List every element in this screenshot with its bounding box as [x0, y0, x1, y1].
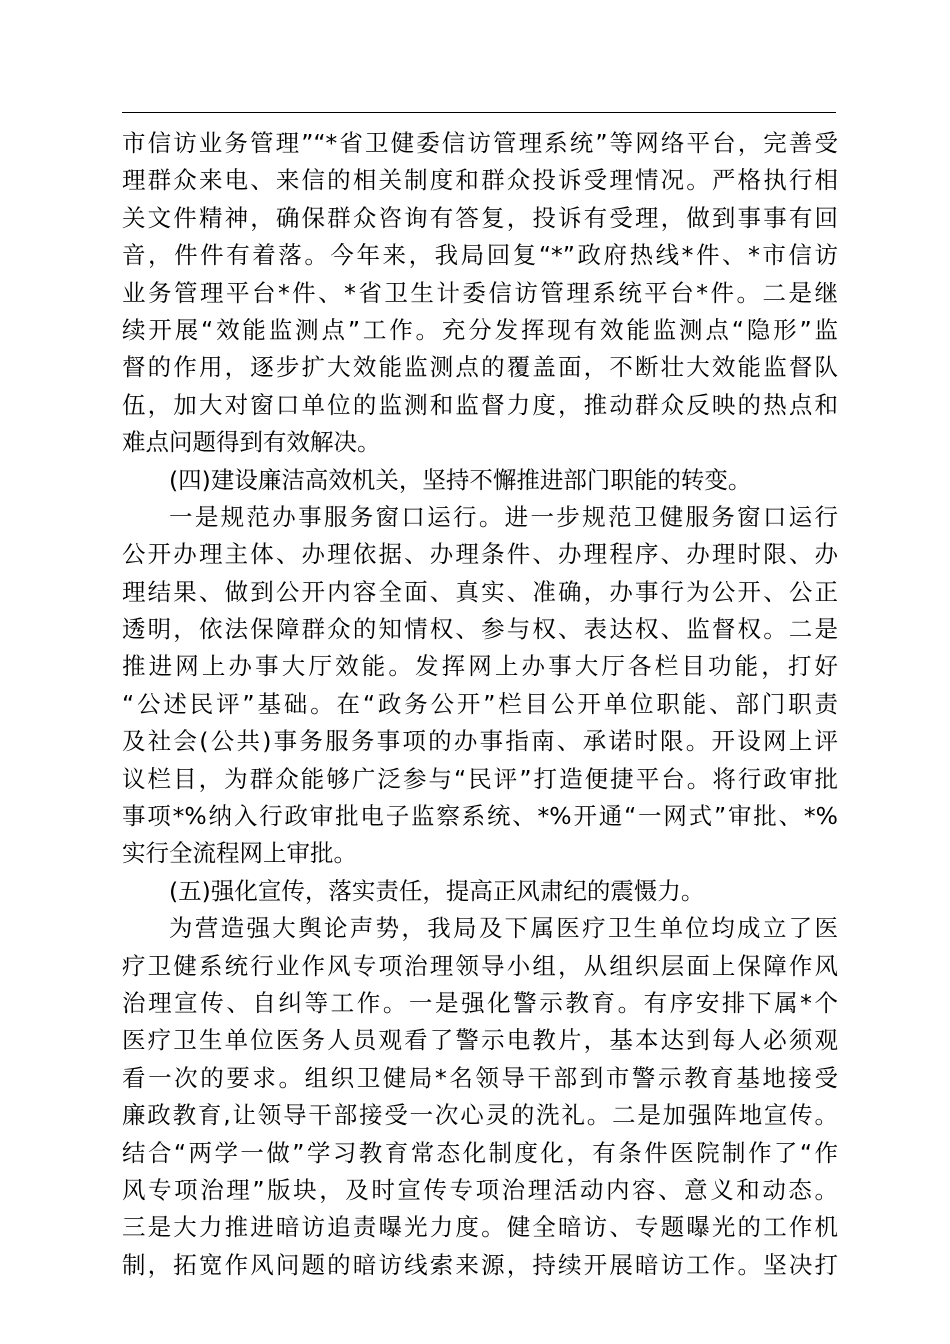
text-line: 伍，加大对窗口单位的监测和监督力度，推动群众反映的热点和 [122, 390, 838, 419]
text-line: 督的作用，逐步扩大效能监测点的覆盖面，不断壮大效能监督队 [122, 353, 838, 382]
text-line: 一是规范办事服务窗口运行。进一步规范卫健服务窗口运行 [169, 502, 838, 531]
text-line: 透明，依法保障群众的知情权、参与权、表达权、监督权。二是 [122, 615, 838, 644]
body-text [122, 125, 838, 1284]
text-line: (四)建设廉洁高效机关，坚持不懈推进部门职能的转变。 [169, 465, 752, 494]
text-line: 疗卫健系统行业作风专项治理领导小组，从组织层面上保障作风 [122, 951, 838, 980]
text-line: 市信访业务管理”“*省卫健委信访管理系统”等网络平台，完善受 [122, 129, 838, 157]
text-line: 音，件件有着落。今年来，我局回复“*”政府热线*件、*市信访 [122, 241, 838, 270]
text-line: 治理宣传、自纠等工作。一是强化警示教育。有序安排下属*个 [122, 988, 838, 1017]
text-line: 理群众来电、来信的相关制度和群众投诉受理情况。严格执行相 [122, 166, 838, 195]
text-line: 议栏目，为群众能够广泛参与“民评”打造便捷平台。将行政审批 [122, 764, 838, 793]
text-line: 实行全流程网上审批。 [122, 839, 357, 868]
text-line: 公开办理主体、办理依据、办理条件、办理程序、办理时限、办 [122, 540, 838, 569]
text-line: 为营造强大舆论声势，我局及下属医疗卫生单位均成立了医 [169, 914, 838, 943]
text-line: 事项*%纳入行政审批电子监察系统、*%开通“一网式”审批、*% [122, 802, 838, 831]
text-line: 结合“两学一做”学习教育常态化制度化，有条件医院制作了“作 [122, 1138, 838, 1167]
text-line: 风专项治理”版块，及时宣传专项治理活动内容、意义和动态。 [122, 1175, 838, 1204]
header-rule [122, 112, 836, 113]
text-line: 制，拓宽作风问题的暗访线索来源，持续开展暗访工作。坚决打 [122, 1250, 838, 1279]
text-line: 廉政教育,让领导干部接受一次心灵的洗礼。二是加强阵地宣传。 [122, 1101, 838, 1130]
text-line: 看一次的要求。组织卫健局*名领导干部到市警示教育基地接受 [122, 1063, 838, 1092]
text-line: 及社会(公共)事务服务事项的办事指南、承诺时限。开设网上评 [122, 727, 838, 756]
text-line: 业务管理平台*件、*省卫生计委信访管理系统平台*件。二是继 [122, 278, 838, 307]
text-line: 难点问题得到有效解决。 [122, 428, 381, 457]
text-line: 理结果、做到公开内容全面、真实、准确，办事行为公开、公正 [122, 577, 838, 606]
text-line: 推进网上办事大厅效能。发挥网上办事大厅各栏目功能，打好 [122, 652, 838, 681]
text-line: 续开展“效能监测点”工作。充分发挥现有效能监测点“隐形”监 [122, 315, 838, 344]
text-line: “公述民评”基础。在“政务公开”栏目公开单位职能、部门职责 [122, 689, 838, 718]
text-line: (五)强化宣传，落实责任，提高正风肃纪的震慑力。 [169, 876, 705, 905]
text-line: 关文件精神，确保群众咨询有答复，投诉有受理，做到事事有回 [122, 203, 838, 232]
text-line: 三是大力推进暗访追责曝光力度。健全暗访、专题曝光的工作机 [122, 1213, 838, 1242]
text-line: 医疗卫生单位医务人员观看了警示电教片，基本达到每人必须观 [122, 1026, 838, 1055]
